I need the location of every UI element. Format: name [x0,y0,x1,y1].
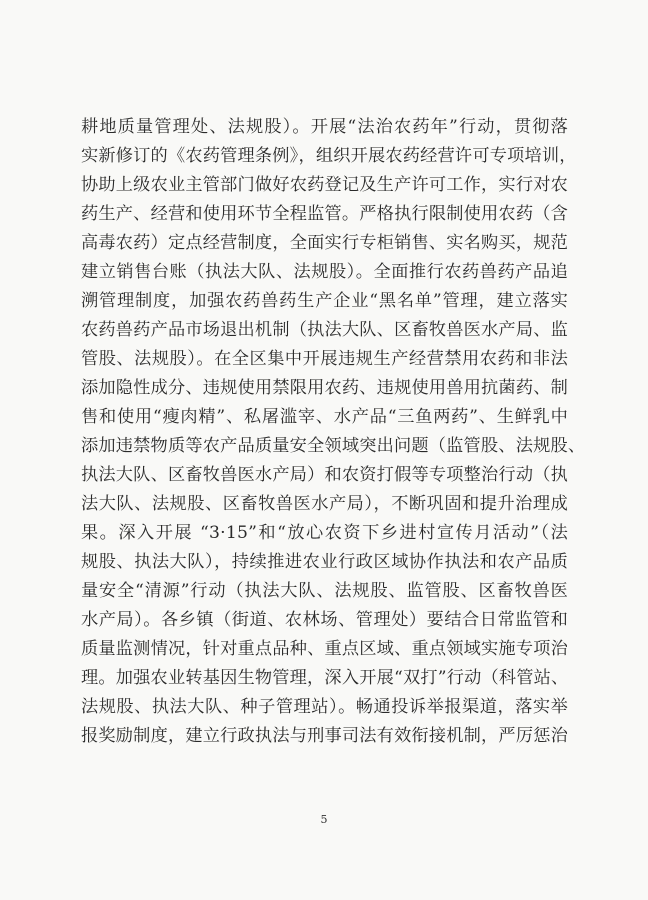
text-line: 质量监测情况，针对重点品种、重点区域、重点领域实施专项治 [81,639,568,659]
text-line: 溯管理制度，加强农药兽药生产企业“黑名单”管理，建立落实 [81,291,568,311]
text-line: 添加隐性成分、违规使用禁限用农药、违规使用兽用抗菌药、制 [81,378,568,398]
page-number: 5 [320,813,328,826]
text-line: 理。加强农业转基因生物管理，深入开展“双打”行动（科管站、 [81,668,569,688]
text-line: 农药兽药产品市场退出机制（执法大队、区畜牧兽医水产局、监 [81,320,568,340]
text-line: 执法大队、区畜牧兽医水产局）和农资打假等专项整治行动（执 [81,465,568,485]
text-line: 果。深入开展 “3·15”和“放心农资下乡进村宣传月活动”（法 [81,523,568,543]
text-line: 售和使用“瘦肉精”、私屠滥宰、水产品“三鱼两药”、生鲜乳中 [81,407,568,427]
text-line: 水产局）。各乡镇（街道、农林场、管理处）要结合日常监管和 [81,610,568,630]
text-line: 耕地质量管理处、法规股）。开展“法治农药年”行动，贯彻落 [81,117,568,137]
text-line: 管股、法规股）。在全区集中开展违规生产经营禁用农药和非法 [81,349,568,369]
text-line: 实新修订的《农药管理条例》，组织开展农药经营许可专项培训， [81,146,577,166]
text-line: 药生产、经营和使用环节全程监管。严格执行限制使用农药（含 [81,204,568,224]
text-line: 法规股、执法大队、种子管理站）。畅通投诉举报渠道，落实举 [81,697,568,717]
text-line: 高毒农药）定点经营制度，全面实行专柜销售、实名购买，规范 [81,233,568,253]
body-text [81,113,586,751]
text-line: 建立销售台账（执法大队、法规股）。全面推行农药兽药产品追 [81,262,568,282]
text-line: 规股、执法大队），持续推进农业行政区域协作执法和农产品质 [81,552,568,572]
text-line: 法大队、法规股、区畜牧兽医水产局），不断巩固和提升治理成 [81,494,568,514]
text-line: 添加违禁物质等农产品质量安全领域突出问题（监管股、法规股、 [81,436,586,456]
text-line: 协助上级农业主管部门做好农药登记及生产许可工作，实行对农 [81,175,568,195]
text-line: 报奖励制度，建立行政执法与刑事司法有效衔接机制，严厉惩治 [81,726,568,746]
text-line: 量安全“清源”行动（执法大队、法规股、监管股、区畜牧兽医 [81,581,568,601]
